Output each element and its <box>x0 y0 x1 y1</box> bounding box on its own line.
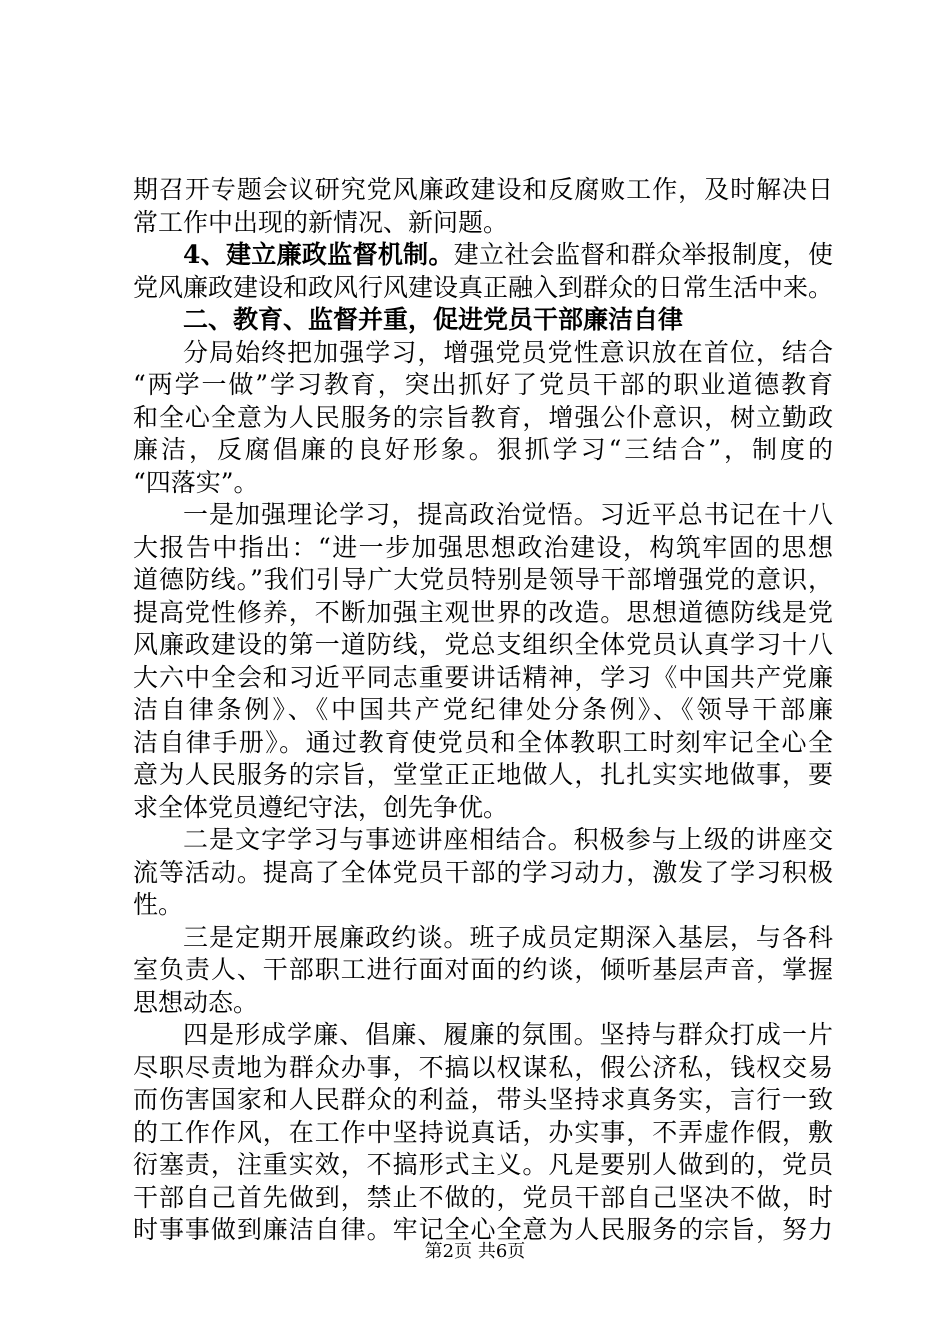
text-line: 尽职尽责地为群众办事，不搞以权谋私，假公济私，钱权交易 <box>133 1052 833 1082</box>
section-lead: 4、建立廉政监督机制。 <box>183 240 454 269</box>
text-span: 建立社会监督和群众举报制度，使 <box>453 240 833 269</box>
text-line: 道德防线。”我们引导广大党员特别是领导干部增强党的意识， <box>133 565 833 594</box>
paragraph <box>133 922 833 1020</box>
text-line: “两学一做”学习教育，突出抓好了党员干部的职业道德教育 <box>133 370 833 399</box>
text-line: 室负责人、干部职工进行面对面的约谈，倾听基层声音，掌握 <box>133 955 833 984</box>
text-line: 洁自律条例》、《中国共产党纪律处分条例》、《领导干部廉 <box>133 695 833 724</box>
text-line: 三是定期开展廉政约谈。班子成员定期深入基层，与各科 <box>183 922 833 952</box>
heading-line: 二、教育、监督并重，促进党员干部廉洁自律 <box>183 305 684 334</box>
text-line: 大报告中指出：“进一步加强思想政治建设，构筑牢固的思想 <box>133 532 833 562</box>
page-footer: 第2页 共6页 <box>424 1241 526 1262</box>
text-line: 一是加强理论学习，提高政治觉悟。习近平总书记在十八 <box>183 500 833 529</box>
text-line: 求全体党员遵纪守法，创先争优。 <box>133 792 509 822</box>
paragraph <box>133 1019 833 1247</box>
text-line: 流等活动。提高了全体党员干部的学习动力，激发了学习积极 <box>133 857 833 887</box>
text-line: 常工作中出现的新情况、新问题。 <box>133 207 509 237</box>
paragraph <box>133 174 833 239</box>
paragraph <box>133 239 833 304</box>
text-line: 提高党性修养，不断加强主观世界的改造。思想道德防线是党 <box>133 597 833 627</box>
text-line: 干部自己首先做到，禁止不做的，党员干部自己坚决不做，时 <box>133 1182 833 1212</box>
text-line: 二是文字学习与事迹讲座相结合。积极参与上级的讲座交 <box>183 825 833 854</box>
paragraph <box>133 337 833 500</box>
text-line: 思想动态。 <box>133 987 259 1017</box>
text-line: 意为人民服务的宗旨，堂堂正正地做人，扎扎实实地做事，要 <box>133 760 833 789</box>
text-line: 洁自律手册》。通过教育使党员和全体教职工时刻牢记全心全 <box>133 727 833 757</box>
section-heading <box>133 304 833 337</box>
text-line: 党风廉政建设和政风行风建设真正融入到群众的日常生活中来。 <box>133 272 834 302</box>
text-line: 而伤害国家和人民群众的利益，带头坚持求真务实，言行一致 <box>133 1085 833 1114</box>
text-line: 风廉政建设的第一道防线，党总支组织全体党员认真学习十八 <box>133 630 833 659</box>
text-line: 的工作作风，在工作中坚持说真话，办实事，不弄虚作假，敷 <box>133 1117 833 1147</box>
text-line: 时事事做到廉洁自律。牢记全心全意为人民服务的宗旨，努力 <box>133 1215 833 1244</box>
paragraph <box>133 824 833 922</box>
text-line: 性。 <box>133 890 184 919</box>
text-line: “四落实”。 <box>133 467 259 497</box>
text-line: 四是形成学廉、倡廉、履廉的氛围。坚持与群众打成一片 <box>183 1020 833 1049</box>
text-line <box>133 239 833 272</box>
text-line: 期召开专题会议研究党风廉政建设和反腐败工作，及时解决日 <box>133 175 833 204</box>
text-line: 廉洁，反腐倡廉的良好形象。狠抓学习“三结合”，制度的 <box>133 435 833 464</box>
text-line: 大六中全会和习近平同志重要讲话精神，学习《中国共产党廉 <box>133 662 833 692</box>
document-body <box>133 174 833 1247</box>
paragraph <box>133 499 833 824</box>
text-line: 分局始终把加强学习，增强党员党性意识放在首位，结合 <box>183 337 833 367</box>
text-line: 和全心全意为人民服务的宗旨教育，增强公仆意识，树立勤政 <box>133 402 833 432</box>
text-line: 衍塞责，注重实效，不搞形式主义。凡是要别人做到的，党员 <box>133 1150 833 1179</box>
